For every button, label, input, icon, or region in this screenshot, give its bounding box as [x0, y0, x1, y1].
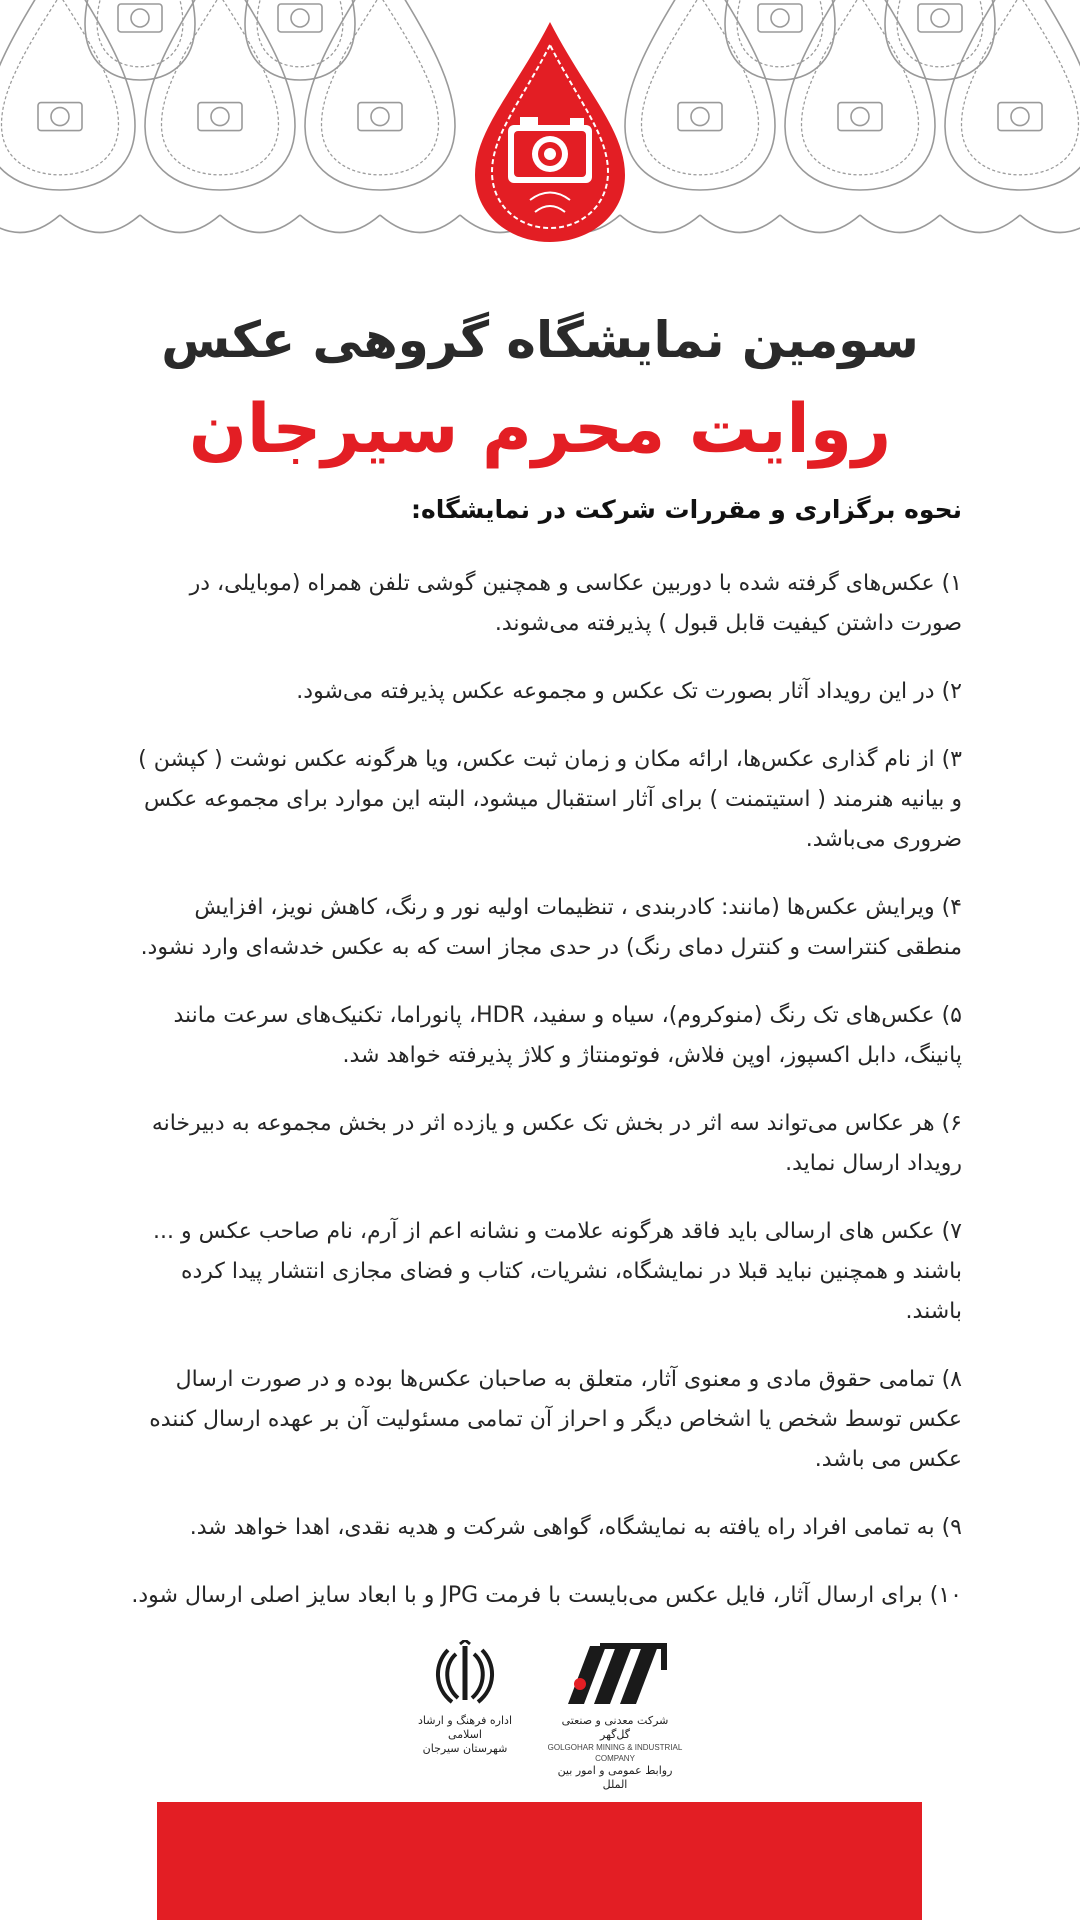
rule-item: ۷) عکس های ارسالی باید فاقد هرگونه علامت و نشانه اعم از آرم، نام صاحب عکس و ... باشند و همچنین نباید قبلا در نمایشگاه، نشریات، کتاب و فضای مجازی انتشار پیدا کرده باشند.	[152, 1219, 962, 1324]
golgohar-logo	[545, 1640, 685, 1792]
golgohar-department: روابط عمومی و امور بین الملل	[557, 1764, 673, 1791]
rule-item: ۳) از نام گذاری عکس‌ها، ارائه مکان و زمان ثبت عکس، ویا هرگونه عکس نوشت ( کپشن ) و بیانیه هنرمند ( استیتمنت ) برای آثار استقبال میشود، البته این موارد برای مجموعه عکس ضروری می‌باشد.	[138, 747, 962, 852]
rule-item: ۴) ویرایش عکس‌ها (مانند: کادربندی ، تنظیمات اولیه نور و رنگ، کاهش نویز، افزایش منطقی کنتراست و کنترل دمای رنگ) در حدی مجاز است که به عکس خدشه‌ای وارد نشود.	[140, 895, 962, 960]
title-block	[0, 300, 1080, 480]
red-drop-camera-emblem	[475, 22, 625, 242]
exhibition-title: روایت محرم سیرجان	[188, 390, 892, 469]
rules-heading: نحوه برگزاری و مقررات شرکت در نمایشگاه:	[410, 495, 962, 524]
golgohar-name: شرکت معدنی و صنعتی گل‌گهر	[561, 1714, 669, 1741]
golgohar-mark-icon	[560, 1640, 670, 1710]
golgohar-english: GOLGOHAR MINING & INDUSTRIAL COMPANY	[547, 1743, 683, 1763]
rule-item: ۱۰) برای ارسال آثار، فایل عکس می‌بایست با فرمت JPG و با ابعاد سایز اصلی ارسال شود.	[131, 1583, 962, 1608]
rules-section	[122, 490, 962, 1644]
rule-item: ۶) هر عکاس می‌تواند سه اثر در بخش تک عکس و یازده اثر در بخش مجموعه به دبیرخانه رویداد ارسال نماید.	[151, 1111, 962, 1176]
paisley-pattern-header	[0, 0, 1080, 250]
sponsor-logos	[0, 1640, 1080, 1791]
bottom-red-band	[157, 1802, 922, 1920]
rule-item: ۸) تمامی حقوق مادی و معنوی آثار، متعلق به صاحبان عکس‌ها بوده و در صورت ارسال عکس توسط شخص یا اشخاص دیگر و احراز آن تمامی مسئولیت آن بر عهده ارسال کننده عکس می باشد.	[149, 1367, 962, 1472]
rule-item: ۹) به تمامی افراد راه یافته به نمایشگاه، گواهی شرکت و هدیه نقدی، اهدا خواهد شد.	[189, 1515, 962, 1540]
exhibition-subtitle: سومین نمایشگاه گروهی عکس	[161, 311, 919, 369]
ershad-city: شهرستان سیرجان	[422, 1742, 508, 1755]
ershad-logo	[405, 1640, 525, 1756]
iran-emblem-icon	[430, 1640, 500, 1710]
rule-item: ۵) عکس‌های تک رنگ (منوکروم)، سیاه و سفید، HDR، پانوراما، تکنیک‌های سرعت مانند پانینگ، دابل اکسپوز، اوپن فلاش، فوتومنتاژ و کلاژ پذیرفته خواهد شد.	[173, 1003, 962, 1068]
rule-item: ۲) در این رویداد آثار بصورت تک عکس و مجموعه عکس پذیرفته می‌شود.	[296, 679, 962, 704]
rule-item: ۱) عکس‌های گرفته شده با دوربین عکاسی و همچنین گوشی تلفن همراه (موبایلی، در صورت داشتن کیفیت قابل قبول ) پذیرفته می‌شوند.	[189, 571, 962, 636]
ershad-name: اداره فرهنگ و ارشاد اسلامی	[417, 1714, 512, 1741]
